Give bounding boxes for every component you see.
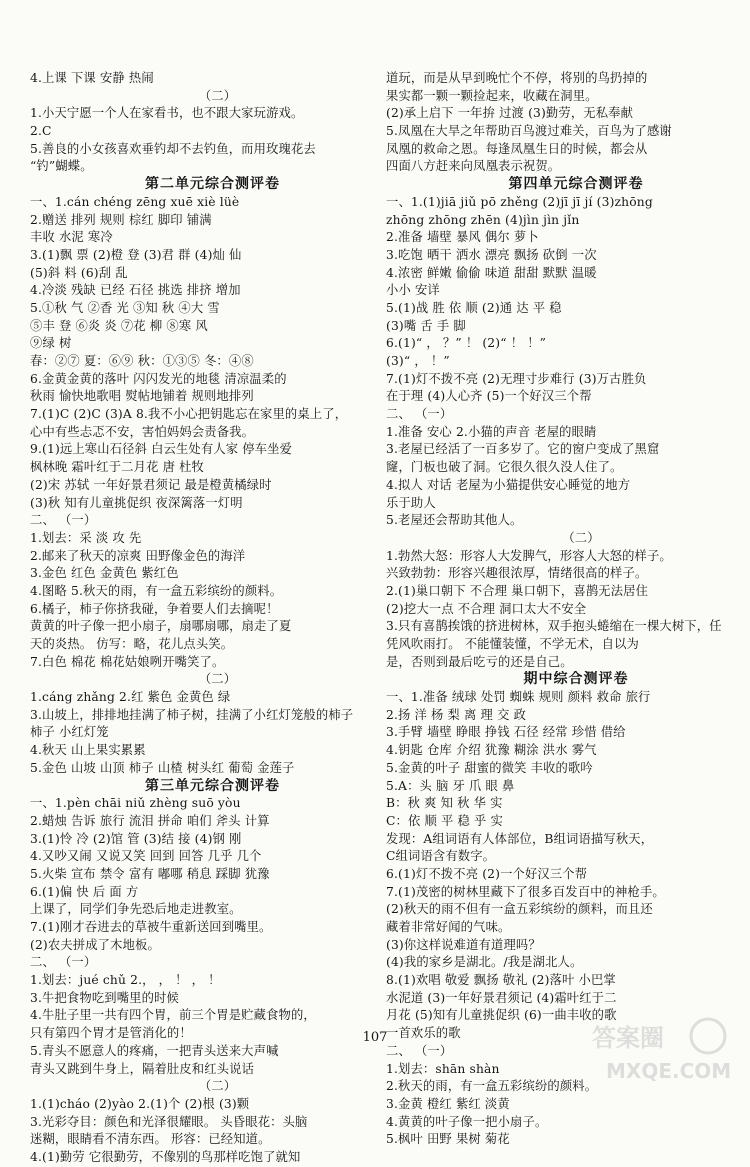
answer-line: 天的炎热。 仿写：略，花儿点头笑。 xyxy=(30,637,234,651)
answer-line: ⑤丰 登 ⑥炎 炎 ⑦花 柳 ⑧寒 风 xyxy=(30,318,208,333)
answer-line: 5.金黄的叶子 甜蜜的微笑 丰收的歌吟 xyxy=(386,760,593,775)
answer-line: 丰收 水泥 寒冷 xyxy=(30,230,113,245)
answer-line: 3.金黄 橙红 紫红 淡黄 xyxy=(386,1096,510,1111)
answer-line: C组词语含有数字。 xyxy=(386,849,496,864)
answer-line: 4.拟人 对话 老屋为小猫提供安心睡觉的地方 xyxy=(386,477,631,492)
answer-line: 2.秋天的雨，有一盒五彩缤纷的颜料。 xyxy=(386,1079,598,1094)
answer-line: 9.(1)远上寒山石径斜 白云生处有人家 停车坐爱 xyxy=(30,442,293,457)
answer-line: (2)承上启下 一年拚 过渡 (3)勤劳，无私奉献 xyxy=(386,106,634,121)
answer-line: 柿子 小红灯笼 xyxy=(30,725,109,740)
answer-line: 7.(1)刚才吞进去的草被牛重新送回到嘴里。 xyxy=(30,920,272,934)
answer-line: 只有第四个胃才是管消化的！ xyxy=(30,1026,192,1041)
answer-line: 4.冷淡 残缺 已经 石径 挑选 排挤 增加 xyxy=(30,283,241,298)
answer-line: 3.金色 红色 金黄色 紫红色 xyxy=(30,566,179,581)
answer-line: 二、 （一） xyxy=(386,1043,453,1058)
answer-line: 4.牛肚子里一共有四个胃，前三个胃是贮藏食物的， xyxy=(30,1008,316,1023)
answer-line: 窿，门板也破了洞。它很久很久没人住了。 xyxy=(386,460,623,475)
answer-line: 1.cáng zhǎng 2.红 紫色 金黄色 绿 xyxy=(30,690,231,705)
answer-line: 3.只有喜鹊挨饿的挤进树林，双手抱头蜷缩在一棵大树下，任 xyxy=(386,619,722,634)
answer-line: 5.①秋 气 ②香 光 ③知 秋 ④大 雪 xyxy=(30,300,220,315)
subsection-label: （二） xyxy=(198,1079,237,1094)
answer-line: 5.凤凰在大旱之年帮助百鸟渡过难关，百鸟为了感谢 xyxy=(386,124,672,139)
answer-line: 凤凰的救命之恩。每逢凤凰生日的时候，都会从 xyxy=(386,141,648,156)
answer-line: 2.赠送 排列 规则 棕红 脚印 铺满 xyxy=(30,212,212,227)
answer-line: 一首欢乐的歌 xyxy=(386,1026,461,1041)
answer-line: 枫林晚 霜叶红于二月花 唐 杜牧 xyxy=(30,460,204,475)
answer-line: 5.枫叶 田野 果树 菊花 xyxy=(386,1132,510,1147)
section-heading: 第二单元综合测评卷 xyxy=(145,176,280,193)
answer-line: 四面八方赶来向凤凰表示祝贺。 xyxy=(386,159,561,174)
answer-line: 5.A：头 脑 牙 爪 眼 鼻 xyxy=(386,778,515,793)
answer-line: 3.牛把食物吃到嘴里的时候 xyxy=(30,990,179,1005)
answer-line: 6.金黄金黄的落叶 闪闪发光的地毯 清凉温柔的 xyxy=(30,371,287,386)
subsection-label: （二） xyxy=(198,672,237,687)
answer-line: 藏着非常好闻的气味。 xyxy=(386,920,511,934)
answer-line: 乐于助人 xyxy=(386,495,436,510)
answer-line: 2.(1)巢口朝下 不合理 巢口朝下，喜鹊无法居住 xyxy=(386,583,649,598)
answer-line: 4.黄黄的叶子像一把小扇子。 xyxy=(386,1114,548,1129)
answer-line: 4.浓密 鲜嫩 偷偷 味道 甜甜 默默 温暖 xyxy=(386,265,597,280)
section-heading: 第四单元综合测评卷 xyxy=(508,176,644,193)
answer-line: 秋雨 愉快地歌唱 熨帖地铺着 规则地排列 xyxy=(30,389,254,404)
answer-line: “钓”蝴蝶。 xyxy=(30,159,93,174)
left-column xyxy=(30,70,365,1167)
answer-line: 发现：A组词语有人体部位，B组词语描写秋天， xyxy=(386,831,654,846)
answer-line: 4.秋天 山上果实累累 xyxy=(30,743,146,758)
answer-line: 1.划去：采 淡 攻 先 xyxy=(30,530,142,545)
answer-line: 2.C xyxy=(30,124,52,139)
answer-line: 1.划去：shān shàn xyxy=(386,1061,500,1076)
answer-line: 6.(1)偏 快 后 面 方 xyxy=(30,884,139,899)
watermark-url: MXQE.COM xyxy=(606,1059,732,1083)
answer-line: 7.(1)C (2)C (3)A 8.我不小心把钥匙忘在家里的桌上了， xyxy=(30,407,348,422)
answer-line: (2)宋 苏轼 一年好景君须记 最是橙黄橘绿时 xyxy=(30,477,272,492)
answer-line: 月花 (5)知有儿童挑促织 (6)一曲丰收的歌 xyxy=(386,1008,617,1023)
answer-line: (3)秋 知有儿童挑促织 夜深篱落一灯明 xyxy=(30,495,243,510)
answer-line: 4.图略 5.秋天的雨，有一盒五彩缤纷的颜料。 xyxy=(30,583,283,598)
answer-line: 一、1.准备 绒球 处罚 蜘蛛 规则 颜料 救命 旅行 xyxy=(386,690,651,705)
answer-line: (5)斜 料 (6)刮 乱 xyxy=(30,265,128,280)
answer-line: 4.又吵又闹 又说又笑 回到 回答 几乎 几个 xyxy=(30,849,262,864)
answer-line: 春：②⑦ 夏：⑥⑨ 秋：①③⑤ 冬：④⑧ xyxy=(30,354,254,368)
answer-line: 二、 （一） xyxy=(30,955,97,970)
answer-line: (3)“ ， ！” xyxy=(386,354,450,368)
answer-line: 3.山坡上，排排地挂满了柿子树，挂满了小红灯笼般的柿子 xyxy=(30,707,354,722)
answer-line: 3.老屋已经活了一百多岁了。它的窗户变成了黑窟 xyxy=(386,442,660,457)
answer-line: 4.(1)勤劳 它很勤劳，不像别的鸟那样吃饱了就知 xyxy=(30,1149,301,1164)
answer-line: 6.橘子，柿子你挤我碰，争着要人们去摘呢！ xyxy=(30,601,279,616)
answer-line: 兴致勃勃：形容兴趣很浓厚，情绪很高的样子。 xyxy=(386,566,648,581)
answer-line: 1.小天宁愿一个人在家看书，也不跟大家玩游戏。 xyxy=(30,106,304,121)
answer-line: (2)秋天的雨不但有一盒五彩缤纷的颜料，而且还 xyxy=(386,902,653,917)
subsection-label: （二） xyxy=(198,88,237,103)
answer-line: 二、 （一） xyxy=(30,513,97,528)
answer-line: (4)我的家乡是湖北。/我是湖北人。 xyxy=(386,955,583,970)
answer-line: 8.(1)欢唱 敬爱 飘扬 敬礼 (2)落叶 小巴掌 xyxy=(386,973,616,988)
answer-line: 水泥道 (3)一年好景君须记 (4)霜叶红于二 xyxy=(386,990,617,1005)
answer-line: 5.青头不愿意人的疼痛，一把青头送来大声喊 xyxy=(30,1043,279,1058)
answer-line: 3.光彩夺目：颜色和光泽很耀眼。 头昏眼花：头脑 xyxy=(30,1114,308,1129)
answer-line: 2.蜡烛 告诉 旅行 流泪 拼命 咱们 斧头 计算 xyxy=(30,813,270,828)
answer-line: 3.(1)怜 冷 (2)馆 管 (3)结 接 (4)钢 刚 xyxy=(30,831,242,846)
answer-line: 5.火柴 宣布 禁令 富有 嘟哪 稍息 踩脚 犹豫 xyxy=(30,866,270,881)
answer-line: 1.准备 安心 2.小猫的声音 老屋的眼睛 xyxy=(386,424,597,439)
answer-line: 在于理 (4)人心齐 (5)一个好汉三个帮 xyxy=(386,389,592,404)
answer-line: 1.勃然大怒：形容人大发脾气，形容人大怒的样子。 xyxy=(386,548,672,563)
answer-line: 1.划去：jué chǔ 2.， ， ！ ， ！ xyxy=(30,973,221,988)
answer-line: (2)挖大一点 不合理 洞口太大不安全 xyxy=(386,601,587,616)
answer-line: 一、1.(1)jiā jiǔ pō zhěng (2)jī jī jí (3)zhōng xyxy=(386,194,653,209)
answer-line: ⑨绿 树 xyxy=(30,336,72,351)
answer-line: 果实都一颗一颗捡起来，收藏在洞里。 xyxy=(386,88,598,103)
answer-line: 3.(1)飘 票 (2)橙 登 (3)君 群 (4)灿 仙 xyxy=(30,247,242,262)
answer-line: 2.准备 墙壁 暴风 偶尔 萝卜 xyxy=(386,230,539,245)
answer-line: 5.金色 山坡 山顶 柿子 山楂 树头红 葡萄 金莲子 xyxy=(30,760,295,775)
answer-line: 7.(1)灯不拨不亮 (2)无理寸步难行 (3)万古胜负 xyxy=(386,371,647,386)
answer-line: 7.白色 棉花 棉花姑娘咧开嘴笑了。 xyxy=(30,654,225,669)
answer-line: 1.(1)cháo (2)yào 2.(1)个 (2)根 (3)颗 xyxy=(30,1096,250,1111)
answer-line: 迷糊，眼睛看不清东西。 形容：已经知道。 xyxy=(30,1132,271,1147)
answer-line: 黄黄的叶子像一把小扇子，扇哪扇哪，扇走了夏 xyxy=(30,619,292,634)
subsection-label: （二） xyxy=(562,530,600,545)
answer-line: 小小 安详 xyxy=(386,283,440,298)
answer-line: 凭风吹雨打。 不能懂装懂，不学无术，自以为 xyxy=(386,637,639,651)
answer-line: C：依 顺 平 稳 乎 实 xyxy=(386,813,503,828)
answer-line: 道玩，而是从早到晚忙个不停，将别的鸟扔掉的 xyxy=(386,71,648,85)
answer-line: 2.扬 洋 杨 梨 离 理 交 政 xyxy=(386,707,527,722)
section-heading: 第三单元综合测评卷 xyxy=(145,777,280,794)
answer-line: 5.老屋还会帮助其他人。 xyxy=(386,513,523,528)
answer-line: (2)农夫拼成了木地板。 xyxy=(30,937,160,952)
answer-line: 一、1.pèn chāi niǔ zhèng suō yòu xyxy=(30,796,241,811)
answer-line: 心中有些忐忑不安，害怕妈妈会责备我。 xyxy=(30,424,255,439)
answer-line: 青头又跳到牛身上，隔着肚皮和红头说话 xyxy=(30,1061,255,1076)
answer-line: 二、 （一） xyxy=(386,407,453,422)
answer-line: B：秋 爽 知 秋 华 实 xyxy=(386,796,503,811)
answer-line: zhōng zhōng zhēn (4)jìn jìn jǐn xyxy=(386,212,580,227)
right-column xyxy=(386,70,736,1149)
answer-line: 是，否则到最后吃亏的还是自己。 xyxy=(386,654,573,669)
answer-line: 一、1.cán chéng zēng xuē xiè lüè xyxy=(30,194,240,209)
answer-line: 3.手臂 墙壁 睁眼 挣钱 石径 经常 珍惜 借给 xyxy=(386,725,626,740)
answer-line: 5.(1)战 胜 依 顺 (2)通 达 平 稳 xyxy=(386,300,562,315)
answer-line: 4.上课 下课 安静 热闹 xyxy=(30,71,154,85)
answer-line: 4.钥匙 仓库 介绍 犹豫 糊涂 洪水 雾气 xyxy=(386,743,597,758)
answer-line: 6.(1)“ ， ？” ！ (2)“ ！ ！” xyxy=(386,336,547,351)
answer-line: (3)嘴 舌 手 脚 xyxy=(386,318,466,333)
answer-line: 6.(1)灯不拨不亮 (2)一个好汉三个帮 xyxy=(386,866,588,881)
answer-line: (3)你这样说难道有道理吗？ xyxy=(386,937,541,952)
answer-line: 7.(1)茂密的树林里藏下了很多百发百中的神枪手。 xyxy=(386,884,665,899)
answer-line: 上课了，同学们争先恐后地走进教室。 xyxy=(30,902,242,917)
watermark-title: 答案圈 xyxy=(592,1024,664,1052)
answer-line: 3.吃饱 晒干 洒水 漂亮 飘扬 砍倒 一次 xyxy=(386,247,597,262)
page-number: 107 xyxy=(362,1030,388,1045)
answer-line: 5.善良的小女孩喜欢垂钓却不去钓鱼，而用玫瑰花去 xyxy=(30,141,316,156)
answer-line: 2.邮来了秋天的凉爽 田野像金色的海洋 xyxy=(30,548,246,563)
section-heading: 期中综合测评卷 xyxy=(523,671,629,688)
